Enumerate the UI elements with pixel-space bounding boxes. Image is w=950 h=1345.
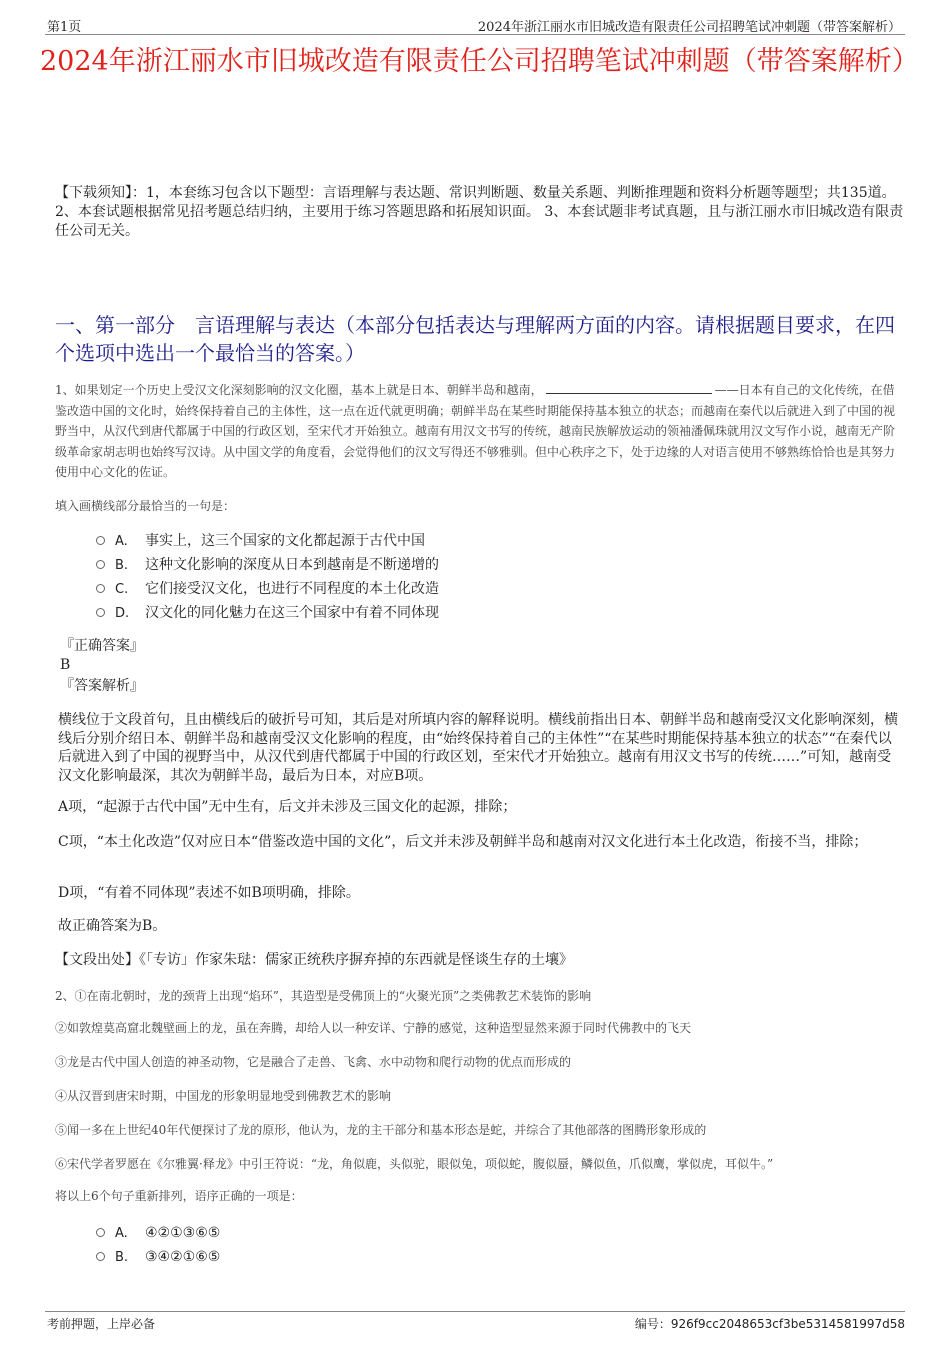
page-footer xyxy=(45,1311,905,1336)
page-header xyxy=(45,14,905,35)
document-title: 2024年浙江丽水市旧城改造有限责任公司招聘笔试冲刺题（带答案解析） xyxy=(40,46,919,77)
footer-code xyxy=(635,1315,905,1332)
question-1-stem xyxy=(55,380,900,483)
text-source: 【文段出处】《「专访」作家朱琺：儒家正统秩序摒弃掉的东西就是怪谈生存的土壤》 xyxy=(55,952,573,968)
option-a[interactable]: A. ④②①③⑥⑤ xyxy=(96,1221,220,1245)
question-2-line: ④从汉晋到唐宋时期，中国龙的形象明显地受到佛教艺术的影响 xyxy=(55,1089,392,1103)
question-2-line: ⑤闻一多在上世纪40年代便探讨了龙的原形，他认为，龙的主干部分和基本形态是蛇，并综合了其他部落的图腾形象形成的 xyxy=(55,1123,707,1137)
header-doc-title: 2024年浙江丽水市旧城改造有限责任公司招聘笔试冲刺题（带答案解析） xyxy=(477,20,901,35)
question-2-line: ②如敦煌莫高窟北魏壁画上的龙，虽在奔腾，却给人以一种安详、宁静的感觉，这种造型显然来源于同时代佛教中的飞天 xyxy=(55,1021,692,1035)
radio-icon[interactable] xyxy=(96,608,105,617)
radio-icon[interactable] xyxy=(96,560,105,569)
analysis-conclusion: 故正确答案为B。 xyxy=(58,918,167,934)
footer-code-value: 926f9cc2048653cf3be5314581997d58 xyxy=(670,1317,905,1331)
radio-icon[interactable] xyxy=(96,1252,105,1261)
footer-code-label: 编号： xyxy=(634,1317,671,1331)
option-b[interactable]: B. ③④②①⑥⑤ xyxy=(96,1245,220,1269)
radio-icon[interactable] xyxy=(96,584,105,593)
question-1-stem-after: ——日本有自己的文化传统，在借鉴改造中国的文化时，始终保持着自己的主体性，这一点在近代就更明确；朝鲜半岛在某些时期能保持基本独立的状态；而越南在秦代以后就进入到了中国的视野当中，从汉代到唐代都属于中国的行政区划，至宋代才开始独立。越南有用汉文书写的传统，越南民族解放运动的领袖潘佩珠就用汉文写作小说，越南无产阶级革命家胡志明也始终写汉诗。从中国文学的角度看，会觉得他们的汉文写得还不够雅驯。但中心秩序之下，处于边缘的人对语言使用不够熟练恰恰也是其努力使用中心文化的佐证。 xyxy=(55,383,896,479)
question-2-line: 2、①在南北朝时，龙的颈背上出现“焰环”，其造型是受佛顶上的“火聚光顶”之类佛教艺术装饰的影响 xyxy=(55,989,592,1003)
analysis-c-note: C项，“本土化改造”仅对应日本“借鉴改造中国的文化”，后文并未涉及朝鲜半岛和越南对汉文化进行本土化改造，衔接不当，排除； xyxy=(58,834,868,850)
answer-label: 『正确答案』 xyxy=(60,638,144,654)
answer-value: B xyxy=(60,657,71,673)
question-2-line: ⑥宋代学者罗愿在《尔雅翼·释龙》中引王符说：“龙，角似鹿，头似驼，眼似兔，项似蛇，腹似蜃，鳞似鱼，爪似鹰，掌似虎，耳似牛。” xyxy=(55,1157,774,1171)
option-b[interactable]: B. 这种文化影响的深度从日本到越南是不断递增的 xyxy=(96,553,439,577)
radio-icon[interactable] xyxy=(96,1228,105,1237)
fill-blank-line xyxy=(546,383,712,394)
question-1-prompt: 填入画横线部分最恰当的一句是： xyxy=(55,499,236,513)
option-a[interactable]: A. 事实上，这三个国家的文化都起源于古代中国 xyxy=(96,529,439,553)
question-1-options xyxy=(96,529,439,625)
analysis-a-note: A项，“起源于古代中国”无中生有，后文并未涉及三国文化的起源，排除； xyxy=(58,799,517,815)
download-notice: 【下载须知】：1，本套练习包含以下题型：言语理解与表达题、常识判断题、数量关系题、判断推理题和资料分析题等题型；共135道。 2、本套试题根据常见招考题总结归纳，主要用于练习答题思路和拓展知识面。 3、本套试题非考试真题，且与浙江丽水市旧城改造有限责任公司无关。 xyxy=(55,185,904,239)
page-number: 第1页 xyxy=(47,20,82,35)
analysis-d-note: D项，“有着不同体现”表述不如B项明确，排除。 xyxy=(58,885,360,901)
question-2-prompt: 将以上6个句子重新排列，语序正确的一项是： xyxy=(55,1189,303,1203)
section-heading: 一、第一部分 言语理解与表达（本部分包括表达与理解两方面的内容。请根据题目要求，在四个选项中选出一个最恰当的答案。） xyxy=(55,313,895,365)
option-c[interactable]: C. 它们接受汉文化，也进行不同程度的本土化改造 xyxy=(96,577,439,601)
analysis-text: 横线位于文段首句，且由横线后的破折号可知，其后是对所填内容的解释说明。横线前指出日本、朝鲜半岛和越南受汉文化影响深刻，横线后分别介绍日本、朝鲜半岛和越南受汉文化影响的程度，由“始终保持着自己的主体性”“在某些时期能保持基本独立的状态”“在秦代以后就进入到了中国的视野当中，从汉代到唐代都属于中国的行政区划，至宋代才开始独立。越南有用汉文书写的传统……”可知，越南受汉文化影响最深，其次为朝鲜半岛，最后为日本，对应B项。 xyxy=(58,712,898,784)
question-2-options xyxy=(96,1221,220,1269)
option-d[interactable]: D. 汉文化的同化魅力在这三个国家中有着不同体现 xyxy=(96,601,439,625)
analysis-label: 『答案解析』 xyxy=(60,678,144,694)
radio-icon[interactable] xyxy=(96,536,105,545)
footer-slogan: 考前押题，上岸必备 xyxy=(47,1317,156,1331)
question-2-line: ③龙是古代中国人创造的神圣动物，它是融合了走兽、飞禽、水中动物和爬行动物的优点而形成的 xyxy=(55,1055,572,1069)
question-1-stem-before: 1、如果划定一个历史上受汉文化深刻影响的汉文化圈，基本上就是日本、朝鲜半岛和越南， xyxy=(55,383,543,397)
